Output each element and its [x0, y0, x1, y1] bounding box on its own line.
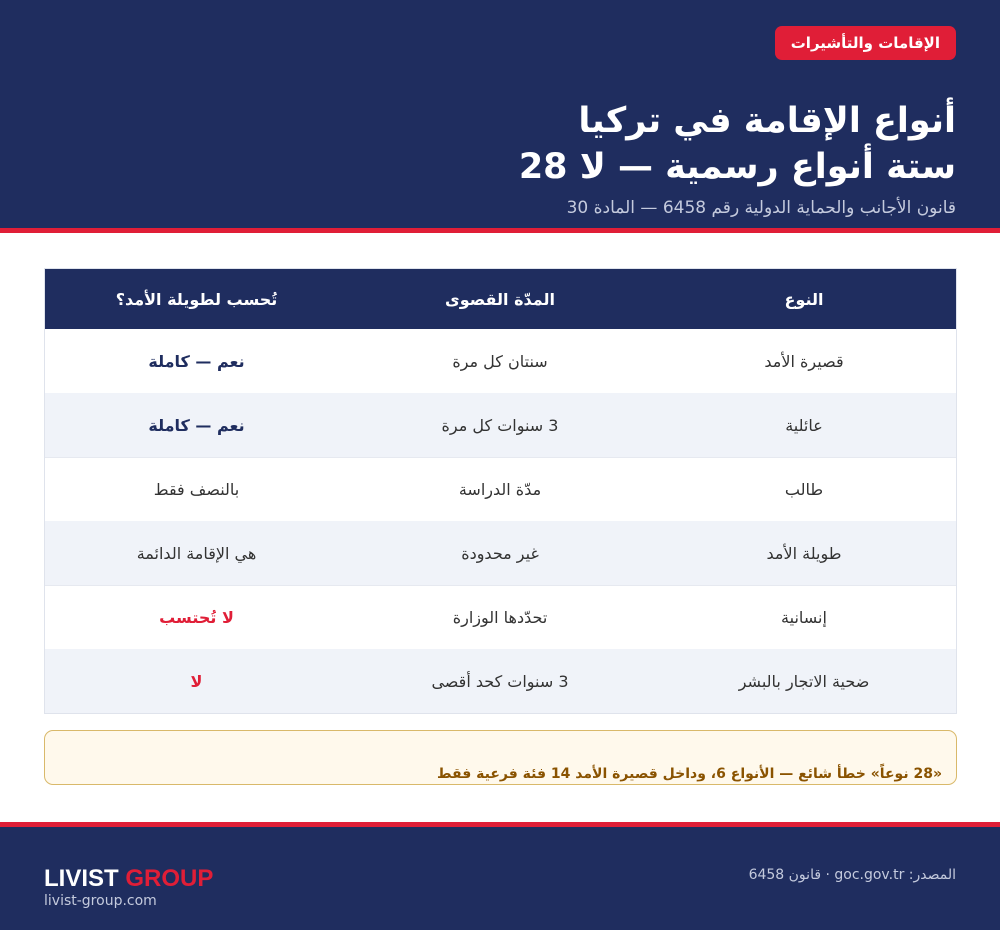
- cell-counts: هي الإقامة الدائمة: [136, 543, 257, 563]
- table-header-row: [45, 269, 956, 329]
- footer: [0, 827, 1000, 930]
- cell-type: عائلية: [785, 415, 823, 435]
- note-text: «28 نوعاً» خطأ شائع — الأنواع 6، وداخل قصيرة الأمد 14 فئة فرعية فقط: [437, 766, 942, 782]
- table-row: [45, 457, 956, 521]
- title-line-1: أنواع الإقامة في تركيا: [578, 101, 956, 141]
- cell-type: قصيرة الأمد: [764, 351, 844, 371]
- title-line-2: ستة أنواع رسمية — لا 28: [518, 147, 956, 187]
- table-row: [45, 329, 956, 393]
- header-duration: المدّة القصوى: [445, 289, 555, 309]
- cell-duration: سنتان كل مرة: [452, 351, 548, 371]
- cell-counts: لا تُحتسب: [159, 608, 234, 627]
- source-citation: المصدر: goc.gov.tr · قانون 6458: [748, 867, 956, 883]
- page-subtitle: قانون الأجانب والحماية الدولية رقم 6458 — المادة 30: [566, 198, 956, 218]
- table-row: [45, 585, 956, 649]
- cell-duration: غير محدودة: [461, 543, 539, 563]
- cell-type: إنسانية: [781, 608, 827, 627]
- cell-counts: لا: [190, 671, 203, 691]
- cell-counts: نعم — كاملة: [148, 415, 245, 435]
- header-divider: [0, 228, 1000, 233]
- cell-duration: تحدّدها الوزارة: [452, 608, 548, 627]
- cell-counts: نعم — كاملة: [148, 351, 245, 371]
- brand-accent: GROUP: [125, 865, 214, 892]
- cell-type: ضحية الاتجار بالبشر: [738, 671, 870, 691]
- page-title: [56, 98, 956, 190]
- table-row: [45, 649, 956, 713]
- brand-logo[interactable]: [44, 865, 213, 893]
- table-row: [45, 521, 956, 585]
- cell-counts: بالنصف فقط: [153, 480, 240, 499]
- brand-primary: LIVIST: [44, 865, 119, 892]
- cell-type: طالب: [784, 480, 824, 499]
- table-row: [45, 393, 956, 457]
- header-type: النوع: [784, 289, 824, 309]
- category-badge[interactable]: الإقامات والتأشيرات: [775, 26, 956, 60]
- cell-duration: مدّة الدراسة: [458, 480, 542, 499]
- cell-type: طويلة الأمد: [766, 543, 842, 563]
- cell-duration: 3 سنوات كل مرة: [441, 415, 559, 435]
- website-link[interactable]: livist-group.com: [44, 893, 157, 909]
- residence-types-table: [44, 268, 957, 714]
- cell-duration: 3 سنوات كحد أقصى: [431, 671, 569, 691]
- header-banner: [0, 0, 1000, 228]
- header-counts: تُحسب لطويلة الأمد؟: [115, 289, 278, 309]
- myth-note-box: [44, 730, 957, 785]
